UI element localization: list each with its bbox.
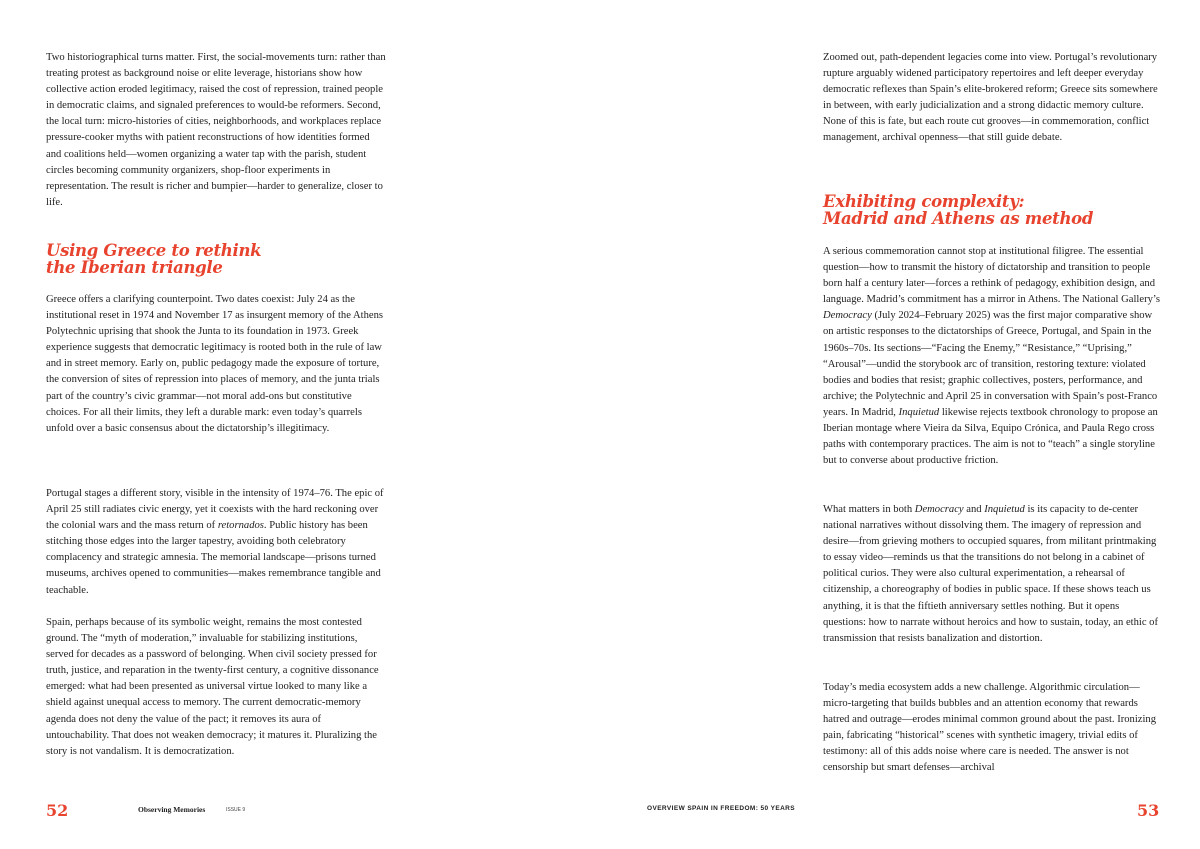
body-paragraph: Greece offers a clarifying counterpoint. Two dates coexist: July 24 as the institutional reset in 1974 and November 17 as insurgent memory of the Athens Polytechnic uprising that shook the Junta to its foundation in 1973. Greek experience suggests that democratic legitimacy is rooted both in the rule of law and in street memory. Early on, public pedagogy made the exposure of torture, the conversion of sites of repression into places of memory, and the junta trials part of the country’s civic grammar—not moral add-ons but constitutive choices. For all their limits, they left a durable mark: even today’s quarrels unfold over a basic consensus about the dictatorship’s illegitimacy. bbox=[46, 294, 383, 434]
body-paragraph bbox=[823, 244, 1163, 469]
italic-term: retornados bbox=[217, 520, 264, 532]
left-page-number: 52 bbox=[46, 801, 69, 820]
text-run: . Public history has been stitching those edges into the larger tapestry, avoiding both celebratory complacency and strategic amnesia. The memorial landscape—prisons turned museums, archives opened to communities—makes remembrance tangible and teachable. bbox=[46, 520, 381, 596]
text-run: What matters in both bbox=[823, 504, 915, 515]
italic-title: Inquietud bbox=[984, 504, 1025, 515]
body-paragraph bbox=[823, 502, 1163, 647]
body-paragraph: Zoomed out, path-dependent legacies come into view. Portugal’s revolutionary rupture arguably widened participatory repertoires and left deeper everyday democratic reflexes than Spain’s elite-brokered reform; Greece sits somewhere in between, with early judicialization and a strong didactic memory culture. None of this is fate, but each route cut grooves—in commemoration, conflict management, archival openness—that still guide debate. bbox=[823, 52, 1158, 144]
issue-label: ISSUE 9 bbox=[226, 807, 246, 813]
italic-title: Inquietud bbox=[898, 406, 940, 418]
section-title: OVERVIEW SPAIN IN FREEDOM: 50 YEARS bbox=[647, 805, 795, 812]
heading-line: Madrid and Athens as method bbox=[823, 208, 1094, 228]
right-page-number: 53 bbox=[1137, 801, 1160, 820]
body-paragraph bbox=[46, 486, 386, 599]
text-run: and bbox=[963, 504, 985, 515]
magazine-name: Observing Memories bbox=[138, 805, 206, 814]
section-heading bbox=[823, 194, 1093, 227]
section-heading bbox=[46, 243, 261, 276]
body-paragraph: Spain, perhaps because of its symbolic weight, remains the most contested ground. The “myth of moderation,” invaluable for stabilizing institutions, served for decades as a password of belonging. When civil society pressed for truth, justice, and reparation in the twenty-first century, a cognitive dissonance emerged: what had been presented as universal virtue looked to many like a shield against unequal access to memory. The current democratic-memory agenda does not deny the value of the pact; it removes its aura of untouchability. That does not weaken democracy; it matures it. Pluralizing the story is not vandalism. It is democratization. bbox=[46, 617, 379, 757]
italic-title: Democracy bbox=[823, 310, 872, 322]
heading-line: Using Greece to rethink bbox=[46, 241, 262, 260]
text-run: likewise rejects textbook chronology to propose an Iberian montage where Vieira da Silva, Equipo Crónica, and Paula Rego cross paths with contemporary practices. The aim is not to “teach” a single storyline but to converse about productive friction. bbox=[823, 406, 1158, 467]
body-paragraph: Two historiographical turns matter. First, the social-movements turn: rather than treating protest as background noise or elite leverage, historians show how collective action eroded legitimacy, raised the cost of repression, trained people in democratic claims, and signaled preferences to would-be reformers. Second, the local turn: micro-histories of cities, neighborhoods, and workplaces replace pressure-cooker myths with patient reconstructions of how identities formed and coalitions held—women organizing a water tap with the parish, student circles becoming community organizers, shop-floor experiments in representation. The result is richer and bumpier—harder to generalize, closer to life. bbox=[46, 52, 386, 208]
text-run: (July 2024–February 2025) was the first major comparative show on artistic responses to the dictatorships of Greece, Portugal, and Spain in the 1960s–70s. Its sections—“Facing the Enemy,” “Resistance,” “Uprising,” “Arousal”—undid the storybook arc of transition, restoring texture: violated bodies and bodies that resist; graphic collectives, posters, performance, and archive; the Polytechnic and April 25 in conversation with Spain’s post-Franco years. In Madrid, bbox=[823, 310, 1158, 418]
heading-line: Exhibiting complexity: bbox=[823, 192, 1025, 211]
italic-title: Democracy bbox=[914, 504, 964, 515]
text-run: A serious commemoration cannot stop at institutional filigree. The essential question—how to transmit the history of dictatorship and transition to people born half a century later—forces a rethink of pedagogy, exhibition design, and language. Madrid’s commitment has a mirror in Athens. The National Gallery’s bbox=[823, 246, 1160, 306]
text-run: is its capacity to de-center national narratives without dissolving them. The imagery of repression and desire—from grieving mothers to occupied squares, from militant printmaking to essay video—reminds us that the transitions do not belong in a cabinet of political curios. They were also cultural experimentation, a rehearsal of citizenship, a choreography of bodies in public space. If these shows teach us anything, it is that the fiftieth anniversary settles nothing. But it opens questions: how to narrate without heroics and how to sustain, today, an ethic of transmission that resists banalization and distortion. bbox=[823, 504, 1159, 644]
heading-line: the Iberian triangle bbox=[46, 257, 223, 277]
text-run: Portugal stages a different story, visible in the intensity of 1974–76. The epic of April 25 still radiates civic energy, yet it coexists with the hard reckoning over the colonial wars and the mass return of bbox=[46, 488, 384, 532]
body-paragraph: Today’s media ecosystem adds a new challenge. Algorithmic circulation—micro-targeting that builds bubbles and an attention economy that rewards hatred and outrage—erodes minimal common ground about the past. Ironizing pain, fabricating “historical” scenes with synthetic imagery, trivial edits of testimony: all of this adds noise where care is needed. The answer is not censorship but smart defenses—archival bbox=[823, 682, 1157, 774]
